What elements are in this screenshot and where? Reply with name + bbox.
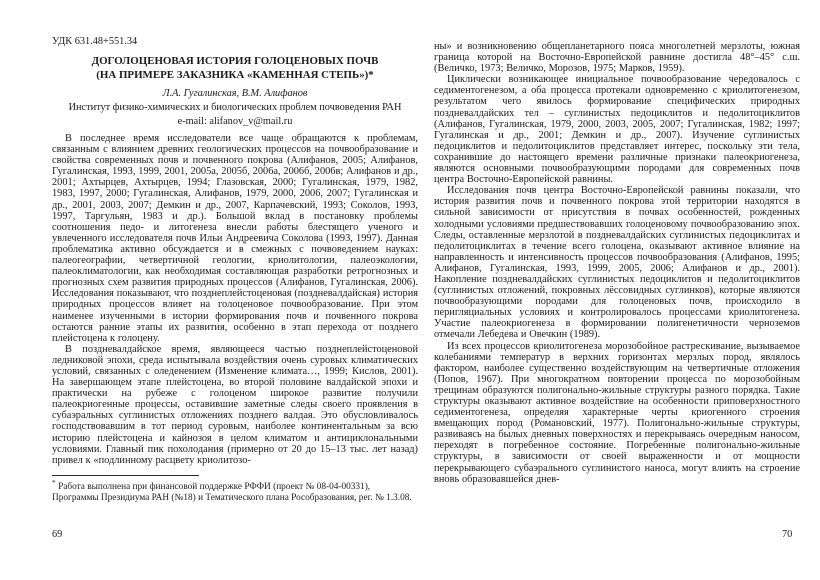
footnote-text: Работа выполнена при финансовой поддержке РФФИ (проект № 08-04-00331), Программы Президиума РАН (№18) и Тематического плана Рособразования, рег. № 1.3.08.: [52, 481, 412, 503]
left-page-body: [52, 133, 418, 466]
footnote: [52, 477, 418, 504]
paragraph: В последнее время исследователи все чаще обращаются к проблемам, связанным с влиянием древних геологических процессов на почвообразование и свойства современных почв и почвенного покрова (Алифанов, 2005; Алифанов, Гугалинская, 1993, 1999, 2001, 2005а, 2005б, 2006а, 2006б, 2006в; Алифанов и др., 2001; Ахтырцев, Ахтырцев, 1994; Глазовская, 2000; Гугалинская, 1979, 1982, 1983, 1997, 2000; Гугалинская, Алифанов, 1979, 2000, 2006, 2007; Гугалинская и др., 2001, 2003, 2007; Демкин и др., 2007, Карпачевский, 1993; Соколов, 1993, 1997, Таргульян, 1983 и др.). Большой вклад в постановку проблемы соотношения педо- и литогенеза внесли работы блестящего ученого и увлеченного исследователя почв Ильи Андреевича Соколова (1993, 1997). Данная проблематика активно обсуждается и в смежных с почвоведением науках: палеогеографии, четвертичной геологии, криолитологии, палеоэкологии, палеоклиматологии, как необходимая составляющая разработки ретрогнозных и прогнозных схем развития природных процессов (Алифанов, Гугалинская, 2006). Исследования показывают, что позднеплейстоценовая (поздневалдайская) история природных процессов влияет на голоценовое почвообразование. При этом наименее изученными в истории формирования почв и почвенного покрова остаются ранние этапы их развития, особенно в этап перехода от позднего плейстоцена к голоцену.: [52, 133, 418, 344]
page-left: [52, 36, 418, 503]
paragraph: ны» и возникновению общепланетарного пояса многолетней мерзлоты, южная граница которой на Восточно-Европейской равнине достигла 48°–45° с.ш. (Величко, 1973; Величко, Морозов, 1975; Марков, 1959).: [434, 41, 800, 75]
page-right: [434, 41, 800, 485]
udc-code: УДК 631.48+551.34: [52, 36, 138, 47]
paragraph: Циклически возникающее инициальное почвообразование чередовалось с седиментогенезом, а оба процесса протекали одновременно с криолитогенезом, результатом чего явилось формирование специфических природных поздневалдайских тел – суглинистых педоциклитов и педолитоциклитов (Алифанов, Гугалинская, 1979, 2000, 2003, 2005, 2007; Гугалинская, 1982; 1997; Гугалинская и др., 2001; Демкин и др., 2007). Изучение суглинистых педоциклитов и педолитоциклитов представляет интерес, поскольку эти тела, сохранившие до настоящего времени различные признаки палеокриогенеза, являются основными почвообразующими породами для современных почв центра Восточно-Европейской равнины.: [434, 74, 800, 186]
paragraph: Из всех процессов криолитогенеза морозобойное растрескивание, вызываемое колебаниями температур в верхних горизонтах мерзлых пород, являлось фактором, наиболее существенно воздействующим на четвертичные отложения (Попов, 1967). При многократном повторении процесса по морозобойным трещинам образуются полигонально-жильные структуры разного порядка. Такие структуры оказывают активное воздействие на особенности приповерхностного седиментогенеза, определяя характерные черты криогенного строения вмещающих пород (Романовский, 1977). Полигонально-жильные структуры, развиваясь на былых дневных поверхностях и перекрываясь очередным наносом, переходят в погребенное состояние. Погребенные полигонально-жильные структуры, в зависимости от своей выраженности и от мощности перекрывающего субаэрального суглинистого наноса, могут влиять на строение вновь образовавшейся днев-: [434, 340, 800, 485]
paragraph: Исследования почв центра Восточно-Европейской равнины показали, что история развития почв и почвенного покрова этой территории находятся в сильной зависимости от присутствия в почвах особенностей, рожденных холодными условиями предшествовавших голоценовому почвообразованию эпох. Следы, оставленные мерзлотой в поздневалдайских суглинистых педоциклитах и педолитоциклитах в течение всего голоцена, оказывают активное влияние на направленность и интенсивность процессов почвообразования (Алифанов, 1995; Алифанов, Гугалинская, 1993, 1999, 2005, 2006; Алифанов и др., 2001). Накопление поздневалдайских суглинистых педоциклитов и педолитоциклитов (суглинистых отложений, покровных лёссовидных суглинков), которые являются почвообразующими породами для голоценовых почв, происходило в перигляциальных условиях и контролировалось процессами криолитогенеза. Участие палеокриогенеза в формировании полигенетичности черноземов отмечали Лебедева и Овечкин (1989).: [434, 185, 800, 341]
paragraph: В поздневалдайское время, являющееся частью позднеплейстоценовой ледниковой эпохи, среда испытывала воздействия очень суровых климатических условий, связанных с оледенением (Изменение климата…, 1999; Кислов, 2001). На завершающем этапе плейстоцена, во второй половине валдайской эпохи и практически на рубеже с голоценом широкое развитие получили палеокриогенные процессы, оставившие заметные следы своего проявления в субаэральных суглинистых отложениях позднего валдая. Это обусловливалось господствовавшим в тот период суровым, наиболее континентальным за всю историю плейстоцена и кайнозоя в целом климатом и антициклональными условиями. Главный пик похолодания (примерно от 20 до 15–13 тыс. лет назад) привел к «подлинному расцвету криолитозо-: [52, 343, 418, 466]
footnote-marker: *: [52, 477, 56, 487]
footnote-separator: [52, 475, 199, 476]
footnote-block: [52, 475, 418, 504]
right-page-body: [434, 41, 800, 485]
page-number-right: 70: [782, 529, 793, 540]
paper-title-line-2: (НА ПРИМЕРЕ ЗАКАЗНИКА «КАМЕННАЯ СТЕПЬ»)*: [96, 68, 374, 81]
affiliation: Институт физико-химических и биологических проблем почвоведения РАН: [68, 102, 402, 113]
page-number-left: 69: [52, 529, 63, 540]
authors: Л.А. Гугалинская, В.М. Алифанов: [162, 88, 308, 99]
email: e-mail: alifanov_v@mail.ru: [177, 116, 293, 127]
paper-title-line-1: ДОГОЛОЦЕНОВАЯ ИСТОРИЯ ГОЛОЦЕНОВЫХ ПОЧВ: [91, 55, 379, 67]
paper-title: [52, 55, 418, 82]
